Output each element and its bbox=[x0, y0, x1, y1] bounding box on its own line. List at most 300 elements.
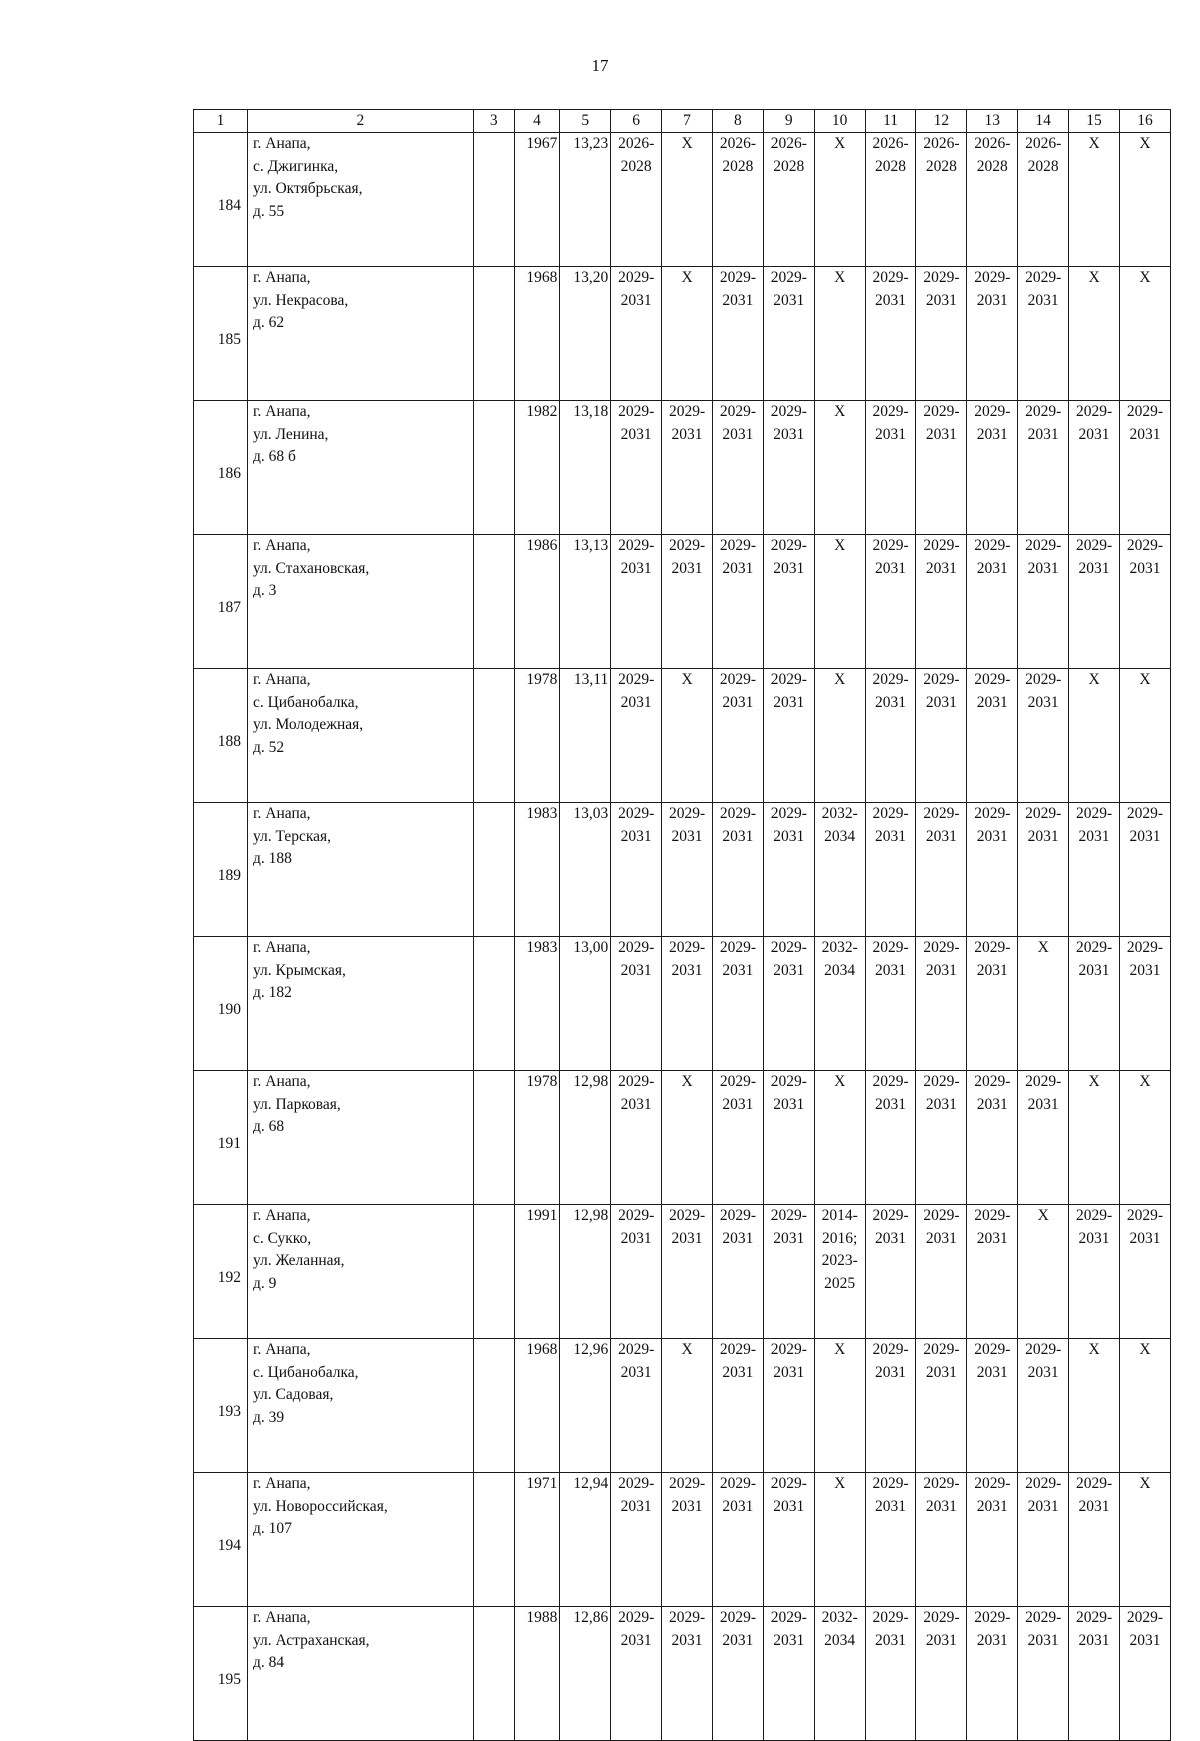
period-cell bbox=[916, 669, 967, 803]
period-line: 2031 bbox=[976, 291, 1008, 309]
row-number: 188 bbox=[194, 669, 248, 803]
period-line: 2031 bbox=[875, 693, 907, 711]
period-cell bbox=[662, 937, 713, 1071]
period-line: 2029- bbox=[1025, 1475, 1062, 1492]
period-line: 2029- bbox=[974, 1207, 1011, 1224]
period-line: 2031 bbox=[1027, 425, 1059, 443]
period-cell bbox=[712, 535, 763, 669]
period-line: 2029- bbox=[719, 939, 756, 956]
period-line: 2031 bbox=[925, 827, 957, 845]
header-cell: 15 bbox=[1069, 110, 1120, 133]
address-line: г. Анапа, bbox=[252, 1475, 311, 1492]
area-cell: 12,94 bbox=[560, 1473, 611, 1607]
period-line: 2029- bbox=[872, 269, 909, 286]
period-line: 2031 bbox=[1078, 1229, 1110, 1247]
period-line: 2029- bbox=[1126, 1609, 1164, 1626]
row-number: 191 bbox=[194, 1071, 248, 1205]
period-cell bbox=[662, 1339, 713, 1473]
period-line: 2031 bbox=[1129, 425, 1161, 443]
col3-cell bbox=[473, 669, 514, 803]
header-cell: 3 bbox=[473, 110, 514, 133]
period-line: 2031 bbox=[1027, 1631, 1059, 1649]
period-line: 2029- bbox=[668, 1475, 706, 1492]
row-number: 193 bbox=[194, 1339, 248, 1473]
period-line: X bbox=[1088, 269, 1100, 286]
period-line: 2031 bbox=[1027, 693, 1059, 711]
period-cell bbox=[712, 401, 763, 535]
year-cell: 1967 bbox=[514, 133, 560, 267]
period-cell bbox=[662, 669, 713, 803]
period-line: X bbox=[1037, 939, 1049, 956]
header-cell: 12 bbox=[916, 110, 967, 133]
period-cell bbox=[1069, 1607, 1120, 1741]
header-cell: 8 bbox=[712, 110, 763, 133]
period-cell bbox=[712, 133, 763, 267]
period-line: 2031 bbox=[875, 1095, 907, 1113]
period-line: 2031 bbox=[671, 827, 703, 845]
period-line: 2031 bbox=[875, 1497, 907, 1515]
period-line: 2031 bbox=[1129, 827, 1161, 845]
period-line: 2034 bbox=[824, 1631, 856, 1649]
period-cell bbox=[611, 937, 662, 1071]
period-line: 2031 bbox=[925, 961, 957, 979]
period-line: 2031 bbox=[620, 961, 652, 979]
period-line: 2031 bbox=[773, 1363, 805, 1381]
period-line: 2028 bbox=[722, 157, 754, 175]
area-cell: 13,03 bbox=[560, 803, 611, 937]
period-line: 2034 bbox=[824, 961, 856, 979]
address-line: г. Анапа, bbox=[252, 403, 311, 420]
period-cell bbox=[662, 133, 713, 267]
period-line: 2031 bbox=[976, 827, 1008, 845]
year-cell: 1988 bbox=[514, 1607, 560, 1741]
period-line: 2029- bbox=[872, 1609, 909, 1626]
period-cell bbox=[662, 1071, 713, 1205]
period-cell bbox=[712, 803, 763, 937]
period-line: 2031 bbox=[722, 1497, 754, 1515]
period-line: 2029- bbox=[1075, 1207, 1113, 1224]
period-line: 2031 bbox=[620, 291, 652, 309]
period-line: 2029- bbox=[1025, 537, 1062, 554]
table-row bbox=[194, 535, 1171, 669]
period-line: X bbox=[1088, 1341, 1100, 1358]
address-cell bbox=[247, 669, 473, 803]
col3-cell bbox=[473, 937, 514, 1071]
period-cell bbox=[967, 937, 1018, 1071]
period-cell bbox=[1018, 267, 1069, 401]
address-cell bbox=[247, 1473, 473, 1607]
period-cell bbox=[712, 669, 763, 803]
period-line: 2031 bbox=[976, 693, 1008, 711]
row-number: 185 bbox=[194, 267, 248, 401]
period-line: 2029- bbox=[770, 939, 807, 956]
year-cell: 1978 bbox=[514, 1071, 560, 1205]
address-line: д. 52 bbox=[252, 738, 285, 756]
period-cell bbox=[1119, 803, 1170, 937]
period-line: 2029- bbox=[770, 1609, 807, 1626]
area-cell: 13,13 bbox=[560, 535, 611, 669]
period-line: 2029- bbox=[974, 1475, 1011, 1492]
address-line: г. Анапа, bbox=[252, 537, 311, 554]
period-line: 2031 bbox=[620, 425, 652, 443]
period-cell bbox=[712, 1205, 763, 1339]
period-line: X bbox=[1088, 671, 1100, 688]
address-line: ул. Ленина, bbox=[252, 425, 329, 443]
period-line: 2031 bbox=[976, 1095, 1008, 1113]
address-cell bbox=[247, 133, 473, 267]
period-line: 2031 bbox=[722, 693, 754, 711]
address-line: ул. Терская, bbox=[252, 827, 332, 845]
period-line: 2029- bbox=[1126, 1207, 1164, 1224]
period-line: 2029- bbox=[1025, 805, 1062, 822]
period-line: 2029- bbox=[618, 671, 655, 688]
period-line: 2031 bbox=[875, 961, 907, 979]
period-line: 2029- bbox=[923, 671, 960, 688]
period-line: 2029- bbox=[923, 805, 960, 822]
period-line: 2031 bbox=[875, 425, 907, 443]
period-cell bbox=[712, 1071, 763, 1205]
period-cell bbox=[611, 1339, 662, 1473]
period-cell bbox=[611, 1473, 662, 1607]
period-line: 2031 bbox=[875, 1363, 907, 1381]
period-line: 2028 bbox=[925, 157, 957, 175]
period-line: 2029- bbox=[1025, 269, 1062, 286]
address-line: д. 68 б bbox=[252, 448, 296, 465]
period-line: 2029- bbox=[923, 403, 960, 420]
period-line: 2031 bbox=[1027, 827, 1059, 845]
period-cell bbox=[1119, 535, 1170, 669]
period-cell bbox=[916, 937, 967, 1071]
area-cell: 13,18 bbox=[560, 401, 611, 535]
period-cell bbox=[916, 1071, 967, 1205]
address-line: с. Цибанобалка, bbox=[252, 1363, 359, 1381]
period-line: 2029- bbox=[719, 1609, 756, 1626]
period-line: 2031 bbox=[722, 1631, 754, 1649]
period-line: 2031 bbox=[773, 827, 805, 845]
row-number: 184 bbox=[194, 133, 248, 267]
period-cell bbox=[1069, 937, 1120, 1071]
period-line: 2026- bbox=[923, 135, 960, 152]
period-line: 2029- bbox=[668, 1609, 706, 1626]
address-cell bbox=[247, 1339, 473, 1473]
address-line: с. Сукко, bbox=[252, 1229, 312, 1247]
period-line: 2026- bbox=[974, 135, 1011, 152]
period-line: 2029- bbox=[618, 805, 655, 822]
address-line: ул. Садовая, bbox=[252, 1386, 334, 1403]
period-cell bbox=[712, 937, 763, 1071]
period-line: 2029- bbox=[719, 537, 756, 554]
period-cell bbox=[865, 267, 916, 401]
period-cell bbox=[865, 535, 916, 669]
period-line: 2029- bbox=[618, 1475, 655, 1492]
address-cell bbox=[247, 535, 473, 669]
period-cell bbox=[611, 1607, 662, 1741]
address-line: г. Анапа, bbox=[252, 135, 311, 152]
period-line: 2026- bbox=[770, 135, 807, 152]
year-cell: 1978 bbox=[514, 669, 560, 803]
period-line: 2029- bbox=[668, 537, 706, 554]
period-line: X bbox=[681, 671, 693, 688]
period-line: 2029- bbox=[618, 939, 655, 956]
address-line: ул. Парковая, bbox=[252, 1095, 341, 1113]
address-line: г. Анапа, bbox=[252, 269, 311, 286]
period-line: 2031 bbox=[1027, 291, 1059, 309]
period-line: X bbox=[681, 269, 693, 286]
period-cell bbox=[611, 267, 662, 401]
period-line: 2031 bbox=[1129, 559, 1161, 577]
address-line: д. 68 bbox=[252, 1118, 285, 1135]
period-cell bbox=[916, 1339, 967, 1473]
period-line: 2031 bbox=[773, 425, 805, 443]
address-line: ул. Новороссийская, bbox=[252, 1497, 388, 1515]
period-line: 2029- bbox=[974, 805, 1011, 822]
period-cell bbox=[814, 803, 865, 937]
period-cell bbox=[662, 1473, 713, 1607]
period-cell bbox=[1018, 401, 1069, 535]
year-cell: 1983 bbox=[514, 937, 560, 1071]
period-cell bbox=[967, 401, 1018, 535]
period-line: 2029- bbox=[668, 939, 706, 956]
period-line: 2029- bbox=[923, 269, 960, 286]
period-line: X bbox=[1139, 269, 1151, 286]
period-cell bbox=[763, 1473, 814, 1607]
address-line: г. Анапа, bbox=[252, 1073, 311, 1090]
period-line: 2029- bbox=[1075, 1609, 1113, 1626]
period-line: 2028 bbox=[976, 157, 1008, 175]
period-line: 2029- bbox=[719, 1475, 756, 1492]
address-line: д. 84 bbox=[252, 1654, 285, 1671]
period-line: 2032- bbox=[821, 939, 858, 956]
period-cell bbox=[865, 1339, 916, 1473]
period-cell bbox=[712, 1339, 763, 1473]
period-cell bbox=[763, 535, 814, 669]
period-line: 2028 bbox=[875, 157, 907, 175]
header-cell: 9 bbox=[763, 110, 814, 133]
period-line: X bbox=[1139, 135, 1151, 152]
address-line: д. 9 bbox=[252, 1274, 277, 1292]
address-line: д. 3 bbox=[252, 582, 277, 599]
period-line: X bbox=[834, 403, 846, 420]
period-cell bbox=[763, 669, 814, 803]
table-row bbox=[194, 1205, 1171, 1339]
period-line: 2029- bbox=[872, 939, 909, 956]
period-line: 2029- bbox=[1126, 805, 1164, 822]
period-line: 2029- bbox=[974, 537, 1011, 554]
period-line: 2031 bbox=[722, 1363, 754, 1381]
period-cell bbox=[1018, 535, 1069, 669]
period-line: 2028 bbox=[1027, 157, 1059, 175]
header-cell: 4 bbox=[514, 110, 560, 133]
period-cell bbox=[763, 1607, 814, 1741]
period-line: 2031 bbox=[620, 1497, 652, 1515]
period-line: 2031 bbox=[1027, 559, 1059, 577]
row-number: 189 bbox=[194, 803, 248, 937]
period-line: 2028 bbox=[773, 157, 805, 175]
period-line: 2025 bbox=[824, 1274, 856, 1292]
period-line: 2031 bbox=[722, 425, 754, 443]
period-line: 2029- bbox=[618, 1207, 655, 1224]
address-cell bbox=[247, 1607, 473, 1741]
period-cell bbox=[967, 1473, 1018, 1607]
period-line: 2029- bbox=[719, 1073, 756, 1090]
period-line: 2029- bbox=[923, 1609, 960, 1626]
period-line: 2026- bbox=[618, 135, 655, 152]
header-cell: 6 bbox=[611, 110, 662, 133]
period-cell bbox=[967, 1607, 1018, 1741]
address-line: ул. Крымская, bbox=[252, 961, 346, 979]
period-line: X bbox=[834, 135, 846, 152]
period-cell bbox=[662, 267, 713, 401]
period-cell bbox=[1119, 267, 1170, 401]
period-line: 2031 bbox=[773, 559, 805, 577]
period-cell bbox=[1069, 267, 1120, 401]
period-line: 2031 bbox=[925, 1631, 957, 1649]
period-cell bbox=[1069, 1473, 1120, 1607]
year-cell: 1968 bbox=[514, 267, 560, 401]
period-cell bbox=[1018, 669, 1069, 803]
table-row bbox=[194, 1071, 1171, 1205]
period-line: 2029- bbox=[770, 1207, 807, 1224]
col3-cell bbox=[473, 535, 514, 669]
period-cell bbox=[865, 1205, 916, 1339]
period-line: 2029- bbox=[974, 939, 1011, 956]
address-line: д. 107 bbox=[252, 1520, 292, 1537]
period-cell bbox=[814, 1473, 865, 1607]
address-line: г. Анапа, bbox=[252, 1341, 311, 1358]
period-cell bbox=[1119, 1473, 1170, 1607]
period-line: 2031 bbox=[875, 1631, 907, 1649]
address-line: ул. Желанная, bbox=[252, 1252, 345, 1269]
period-cell bbox=[611, 1205, 662, 1339]
header-cell: 1 bbox=[194, 110, 248, 133]
header-cell: 13 bbox=[967, 110, 1018, 133]
period-line: X bbox=[834, 1073, 846, 1090]
period-cell bbox=[814, 535, 865, 669]
row-number: 195 bbox=[194, 1607, 248, 1741]
period-line: 2029- bbox=[1075, 403, 1113, 420]
period-line: 2029- bbox=[618, 403, 655, 420]
period-line: 2031 bbox=[722, 559, 754, 577]
period-line: 2029- bbox=[719, 269, 756, 286]
period-line: 2029- bbox=[1075, 805, 1113, 822]
period-line: 2029- bbox=[872, 1073, 909, 1090]
period-cell bbox=[712, 267, 763, 401]
period-cell bbox=[1119, 669, 1170, 803]
period-cell bbox=[865, 133, 916, 267]
period-line: 2029- bbox=[770, 537, 807, 554]
period-line: 2031 bbox=[925, 693, 957, 711]
period-cell bbox=[1018, 1339, 1069, 1473]
period-line: 2031 bbox=[620, 693, 652, 711]
period-line: 2029- bbox=[923, 1475, 960, 1492]
period-line: 2031 bbox=[620, 1363, 652, 1381]
period-line: 2031 bbox=[620, 1095, 652, 1113]
period-line: 2029- bbox=[872, 403, 909, 420]
period-cell bbox=[1119, 1607, 1170, 1741]
period-line: 2029- bbox=[974, 1341, 1011, 1358]
period-line: 2029- bbox=[668, 1207, 706, 1224]
period-cell bbox=[1018, 937, 1069, 1071]
period-line: X bbox=[834, 1341, 846, 1358]
period-line: 2031 bbox=[1027, 1497, 1059, 1515]
address-line: д. 188 bbox=[252, 850, 292, 867]
period-line: 2029- bbox=[770, 403, 807, 420]
period-cell bbox=[763, 267, 814, 401]
period-line: 2031 bbox=[875, 827, 907, 845]
period-line: 2029- bbox=[872, 1207, 909, 1224]
col3-cell bbox=[473, 133, 514, 267]
period-line: 2026- bbox=[719, 135, 756, 152]
period-line: 2029- bbox=[1075, 939, 1113, 956]
period-cell bbox=[1018, 1607, 1069, 1741]
area-cell: 13,23 bbox=[560, 133, 611, 267]
period-line: 2029- bbox=[1025, 671, 1062, 688]
period-cell bbox=[814, 1071, 865, 1205]
period-cell bbox=[763, 803, 814, 937]
row-number: 187 bbox=[194, 535, 248, 669]
period-line: 2031 bbox=[976, 961, 1008, 979]
period-line: 2031 bbox=[620, 827, 652, 845]
period-line: 2031 bbox=[671, 961, 703, 979]
period-cell bbox=[814, 267, 865, 401]
period-cell bbox=[611, 669, 662, 803]
period-cell bbox=[865, 1473, 916, 1607]
period-line: X bbox=[834, 269, 846, 286]
period-cell bbox=[865, 401, 916, 535]
address-cell bbox=[247, 267, 473, 401]
period-cell bbox=[1119, 133, 1170, 267]
period-line: 2031 bbox=[671, 1631, 703, 1649]
period-cell bbox=[814, 937, 865, 1071]
year-cell: 1968 bbox=[514, 1339, 560, 1473]
period-line: 2029- bbox=[923, 1073, 960, 1090]
address-cell bbox=[247, 937, 473, 1071]
period-cell bbox=[1018, 803, 1069, 937]
period-line: 2031 bbox=[773, 291, 805, 309]
header-cell: 5 bbox=[560, 110, 611, 133]
period-line: 2029- bbox=[923, 1207, 960, 1224]
table-row bbox=[194, 1339, 1171, 1473]
period-line: 2031 bbox=[1027, 1363, 1059, 1381]
period-cell bbox=[916, 267, 967, 401]
year-cell: 1971 bbox=[514, 1473, 560, 1607]
period-line: X bbox=[1037, 1207, 1049, 1224]
period-line: 2031 bbox=[1078, 425, 1110, 443]
period-line: 2031 bbox=[773, 1095, 805, 1113]
period-line: 2016; bbox=[822, 1229, 858, 1247]
period-line: 2031 bbox=[1027, 1095, 1059, 1113]
period-cell bbox=[967, 133, 1018, 267]
period-line: 2029- bbox=[872, 671, 909, 688]
period-cell bbox=[865, 1071, 916, 1205]
period-line: 2034 bbox=[824, 827, 856, 845]
area-cell: 13,20 bbox=[560, 267, 611, 401]
period-cell bbox=[967, 1205, 1018, 1339]
period-cell bbox=[916, 133, 967, 267]
period-cell bbox=[967, 535, 1018, 669]
period-line: 2029- bbox=[1126, 403, 1164, 420]
table-row bbox=[194, 267, 1171, 401]
period-line: X bbox=[1088, 135, 1100, 152]
period-line: 2029- bbox=[872, 537, 909, 554]
period-line: 2031 bbox=[1078, 961, 1110, 979]
period-line: 2029- bbox=[1025, 1073, 1062, 1090]
period-line: 2031 bbox=[976, 1631, 1008, 1649]
period-cell bbox=[1119, 1071, 1170, 1205]
period-cell bbox=[1119, 401, 1170, 535]
period-line: 2029- bbox=[974, 1073, 1011, 1090]
period-line: X bbox=[1088, 1073, 1100, 1090]
